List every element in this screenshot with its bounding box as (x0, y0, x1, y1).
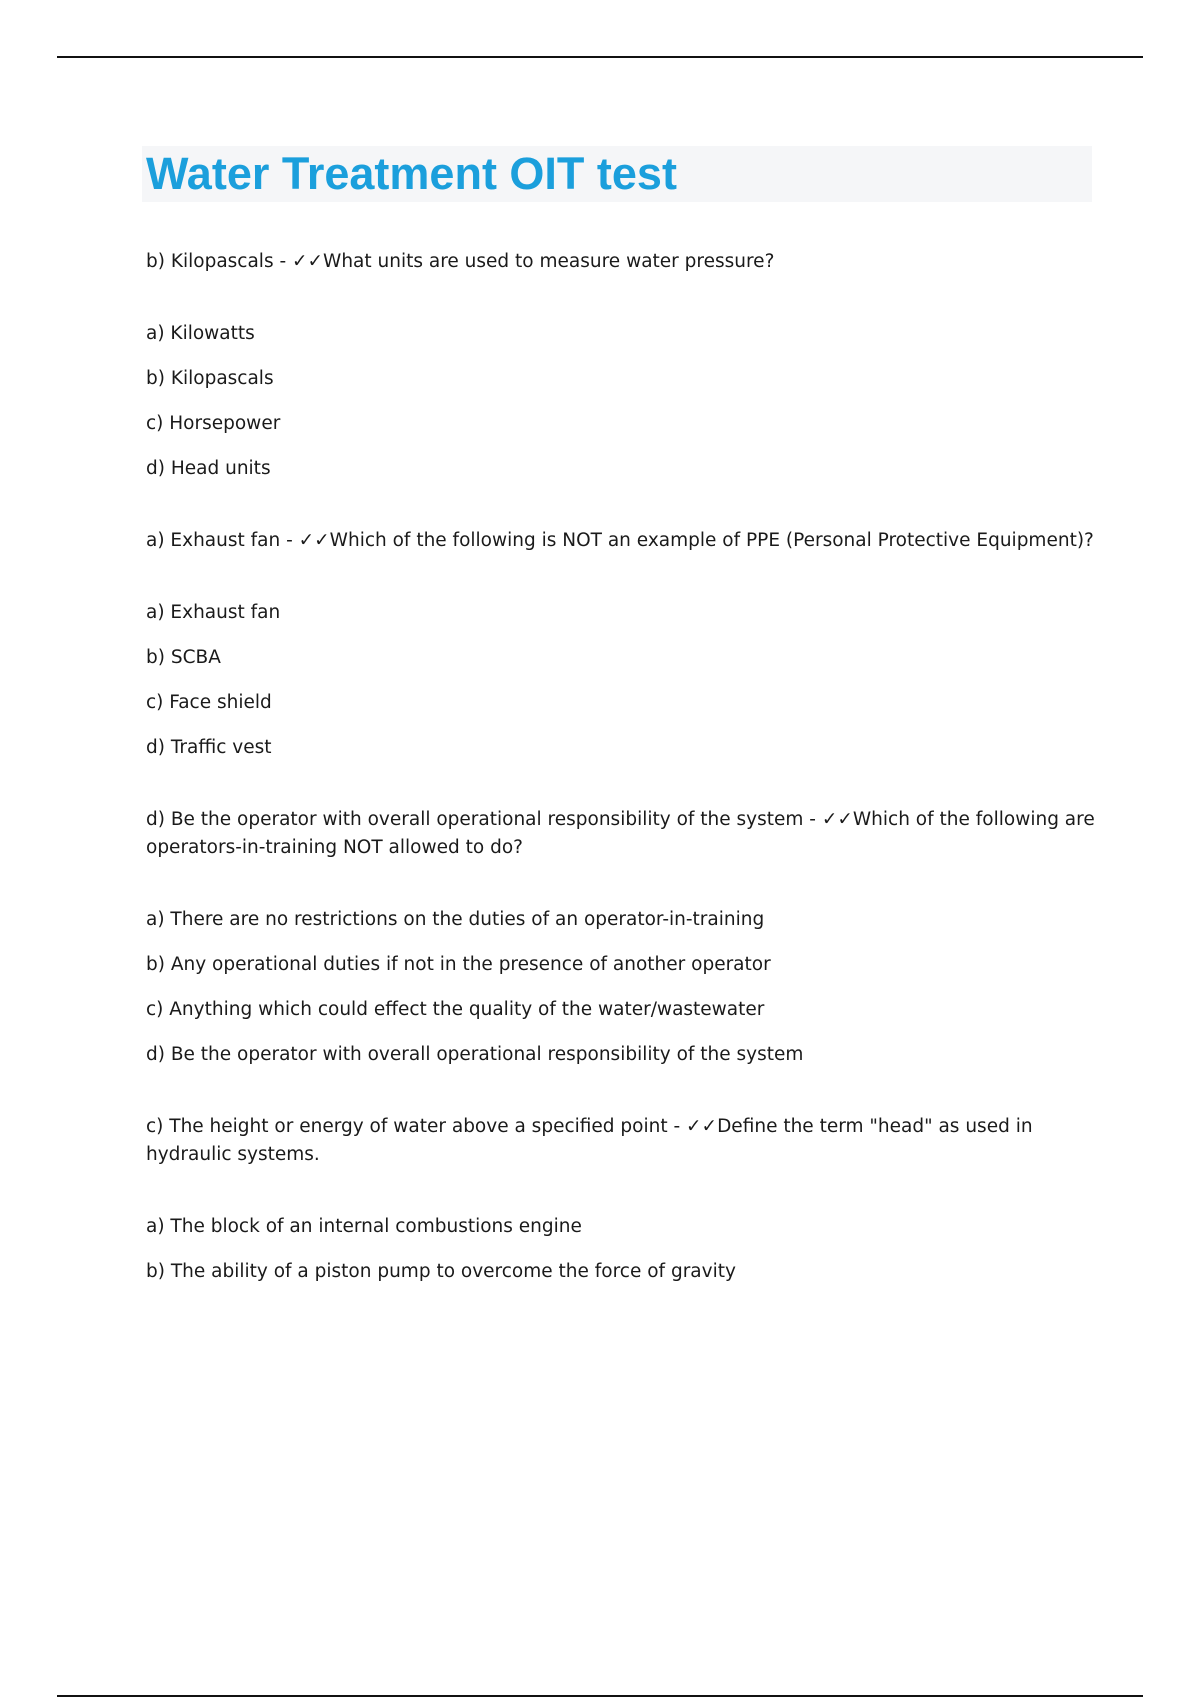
answer-text: b) Kilopascals (146, 251, 274, 272)
document-title: Water Treatment OIT test (146, 148, 677, 199)
question-block (146, 527, 1096, 762)
option-item: b) Kilopascals (146, 368, 274, 389)
option-item: a) There are no restrictions on the duties of an operator-in-training (146, 909, 765, 930)
options-list (146, 906, 1096, 1069)
checkmark-separator: - ✓✓ (803, 809, 853, 830)
options-list (146, 320, 1096, 483)
checkmark-separator: - ✓✓ (280, 530, 330, 551)
question-line (146, 806, 1096, 862)
checkmark-separator: - ✓✓ (667, 1116, 718, 1137)
footer-rule (57, 1695, 1143, 1697)
question-line (146, 1113, 1096, 1169)
option-item: b) SCBA (146, 647, 221, 668)
question-line (146, 527, 1096, 555)
option-item: c) Horsepower (146, 413, 281, 434)
option-item: c) Anything which could effect the quality of the water/wastewater (146, 999, 765, 1020)
question-text: What units are used to measure water pressure? (323, 251, 775, 272)
document-body (146, 248, 1096, 1330)
options-list (146, 599, 1096, 762)
question-block (146, 248, 1096, 483)
options-list (146, 1213, 1096, 1286)
header-rule (57, 56, 1143, 58)
option-item: a) Kilowatts (146, 323, 255, 344)
option-item: c) Face shield (146, 692, 272, 713)
answer-text: a) Exhaust fan (146, 530, 281, 551)
question-block (146, 806, 1096, 1069)
question-line (146, 248, 1096, 276)
option-item: b) The ability of a piston pump to overcome the force of gravity (146, 1261, 736, 1282)
question-text: Define the term "head" as used in hydraulic systems. (146, 1116, 1033, 1165)
option-item: d) Be the operator with overall operational responsibility of the system (146, 1044, 804, 1065)
option-item: a) Exhaust fan (146, 602, 281, 623)
option-item: a) The block of an internal combustions engine (146, 1216, 582, 1237)
answer-text: c) The height or energy of water above a specified point (146, 1116, 668, 1137)
question-text: Which of the following are operators-in-training NOT allowed to do? (146, 809, 1095, 858)
question-text: Which of the following is NOT an example of PPE (Personal Protective Equipment)? (329, 530, 1094, 551)
option-item: d) Traffic vest (146, 737, 272, 758)
question-block (146, 1113, 1096, 1286)
option-item: d) Head units (146, 458, 271, 479)
checkmark-separator: - ✓✓ (273, 251, 324, 272)
option-item: b) Any operational duties if not in the presence of another operator (146, 954, 771, 975)
answer-text: d) Be the operator with overall operational responsibility of the system (146, 809, 804, 830)
